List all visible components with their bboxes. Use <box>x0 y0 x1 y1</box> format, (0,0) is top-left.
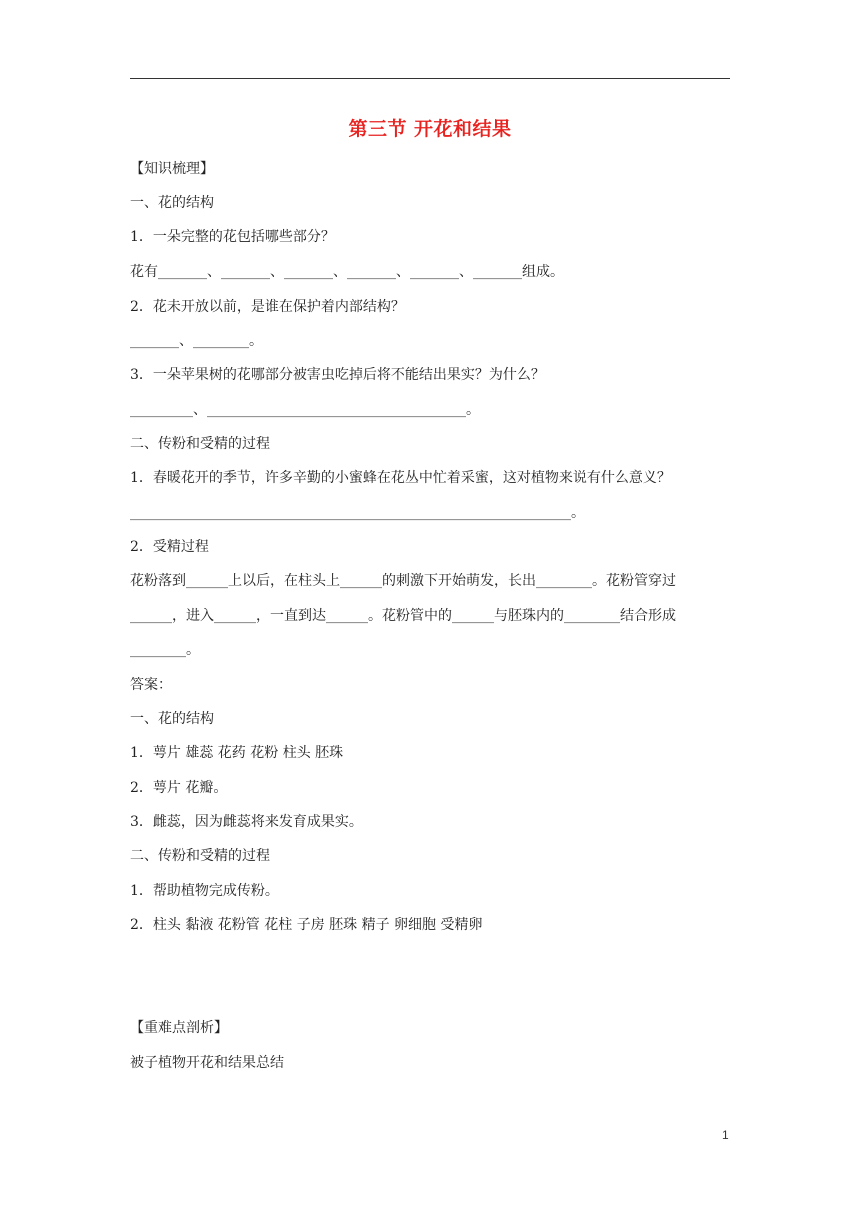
question-3: 3．一朵苹果树的花哪部分被害虫吃掉后将不能结出果实？为什么？ <box>130 367 545 383</box>
question-5-line-1: 花粉落到______上以后，在柱头上______的刺激下开始萌发，长出________。花粉管穿过 <box>130 573 676 589</box>
question-3-blanks: _________、_____________________________________。 <box>130 402 480 418</box>
question-2: 2．花未开放以前，是谁在保护着内部结构？ <box>130 299 405 315</box>
part2-heading: 二、传粉和受精的过程 <box>130 436 270 452</box>
answers-part1-heading: 一、花的结构 <box>130 711 214 727</box>
question-4-blanks: _______________________________________________________________。 <box>130 505 585 521</box>
question-5: 2．受精过程 <box>130 539 209 555</box>
page-number: 1 <box>722 1128 729 1142</box>
answer-2: 2．萼片 花瓣。 <box>130 780 228 796</box>
question-4: 1．春暖花开的季节，许多辛勤的小蜜蜂在花丛中忙着采蜜，这对植物来说有什么意义？ <box>130 470 671 486</box>
question-5-line-3: ________。 <box>130 642 200 658</box>
header-rule <box>130 78 730 79</box>
question-2-blanks: _______、________。 <box>130 333 263 349</box>
answer-3: 3．雌蕊，因为雌蕊将来发育成果实。 <box>130 814 363 830</box>
question-5-line-2: ______，进入______，一直到达______。花粉管中的______与胚珠内的________结合形成 <box>130 608 676 624</box>
knowledge-section-header: 【知识梳理】 <box>130 161 214 177</box>
answer-5: 2．柱头 黏液 花粉管 花柱 子房 胚珠 精子 卵细胞 受精卵 <box>130 917 483 933</box>
question-1: 1．一朵完整的花包括哪些部分？ <box>130 229 335 245</box>
answers-label: 答案： <box>130 677 172 693</box>
page-title: 第三节 开花和结果 <box>348 118 512 140</box>
analysis-subtitle: 被子植物开花和结果总结 <box>130 1055 284 1071</box>
question-1-blanks: 花有_______、_______、_______、_______、_______、_______组成。 <box>130 264 564 280</box>
part1-heading: 一、花的结构 <box>130 195 214 211</box>
analysis-section-header: 【重难点剖析】 <box>130 1020 228 1036</box>
answers-part2-heading: 二、传粉和受精的过程 <box>130 848 270 864</box>
answer-4: 1．帮助植物完成传粉。 <box>130 883 279 899</box>
answer-1: 1．萼片 雄蕊 花药 花粉 柱头 胚珠 <box>130 745 344 761</box>
